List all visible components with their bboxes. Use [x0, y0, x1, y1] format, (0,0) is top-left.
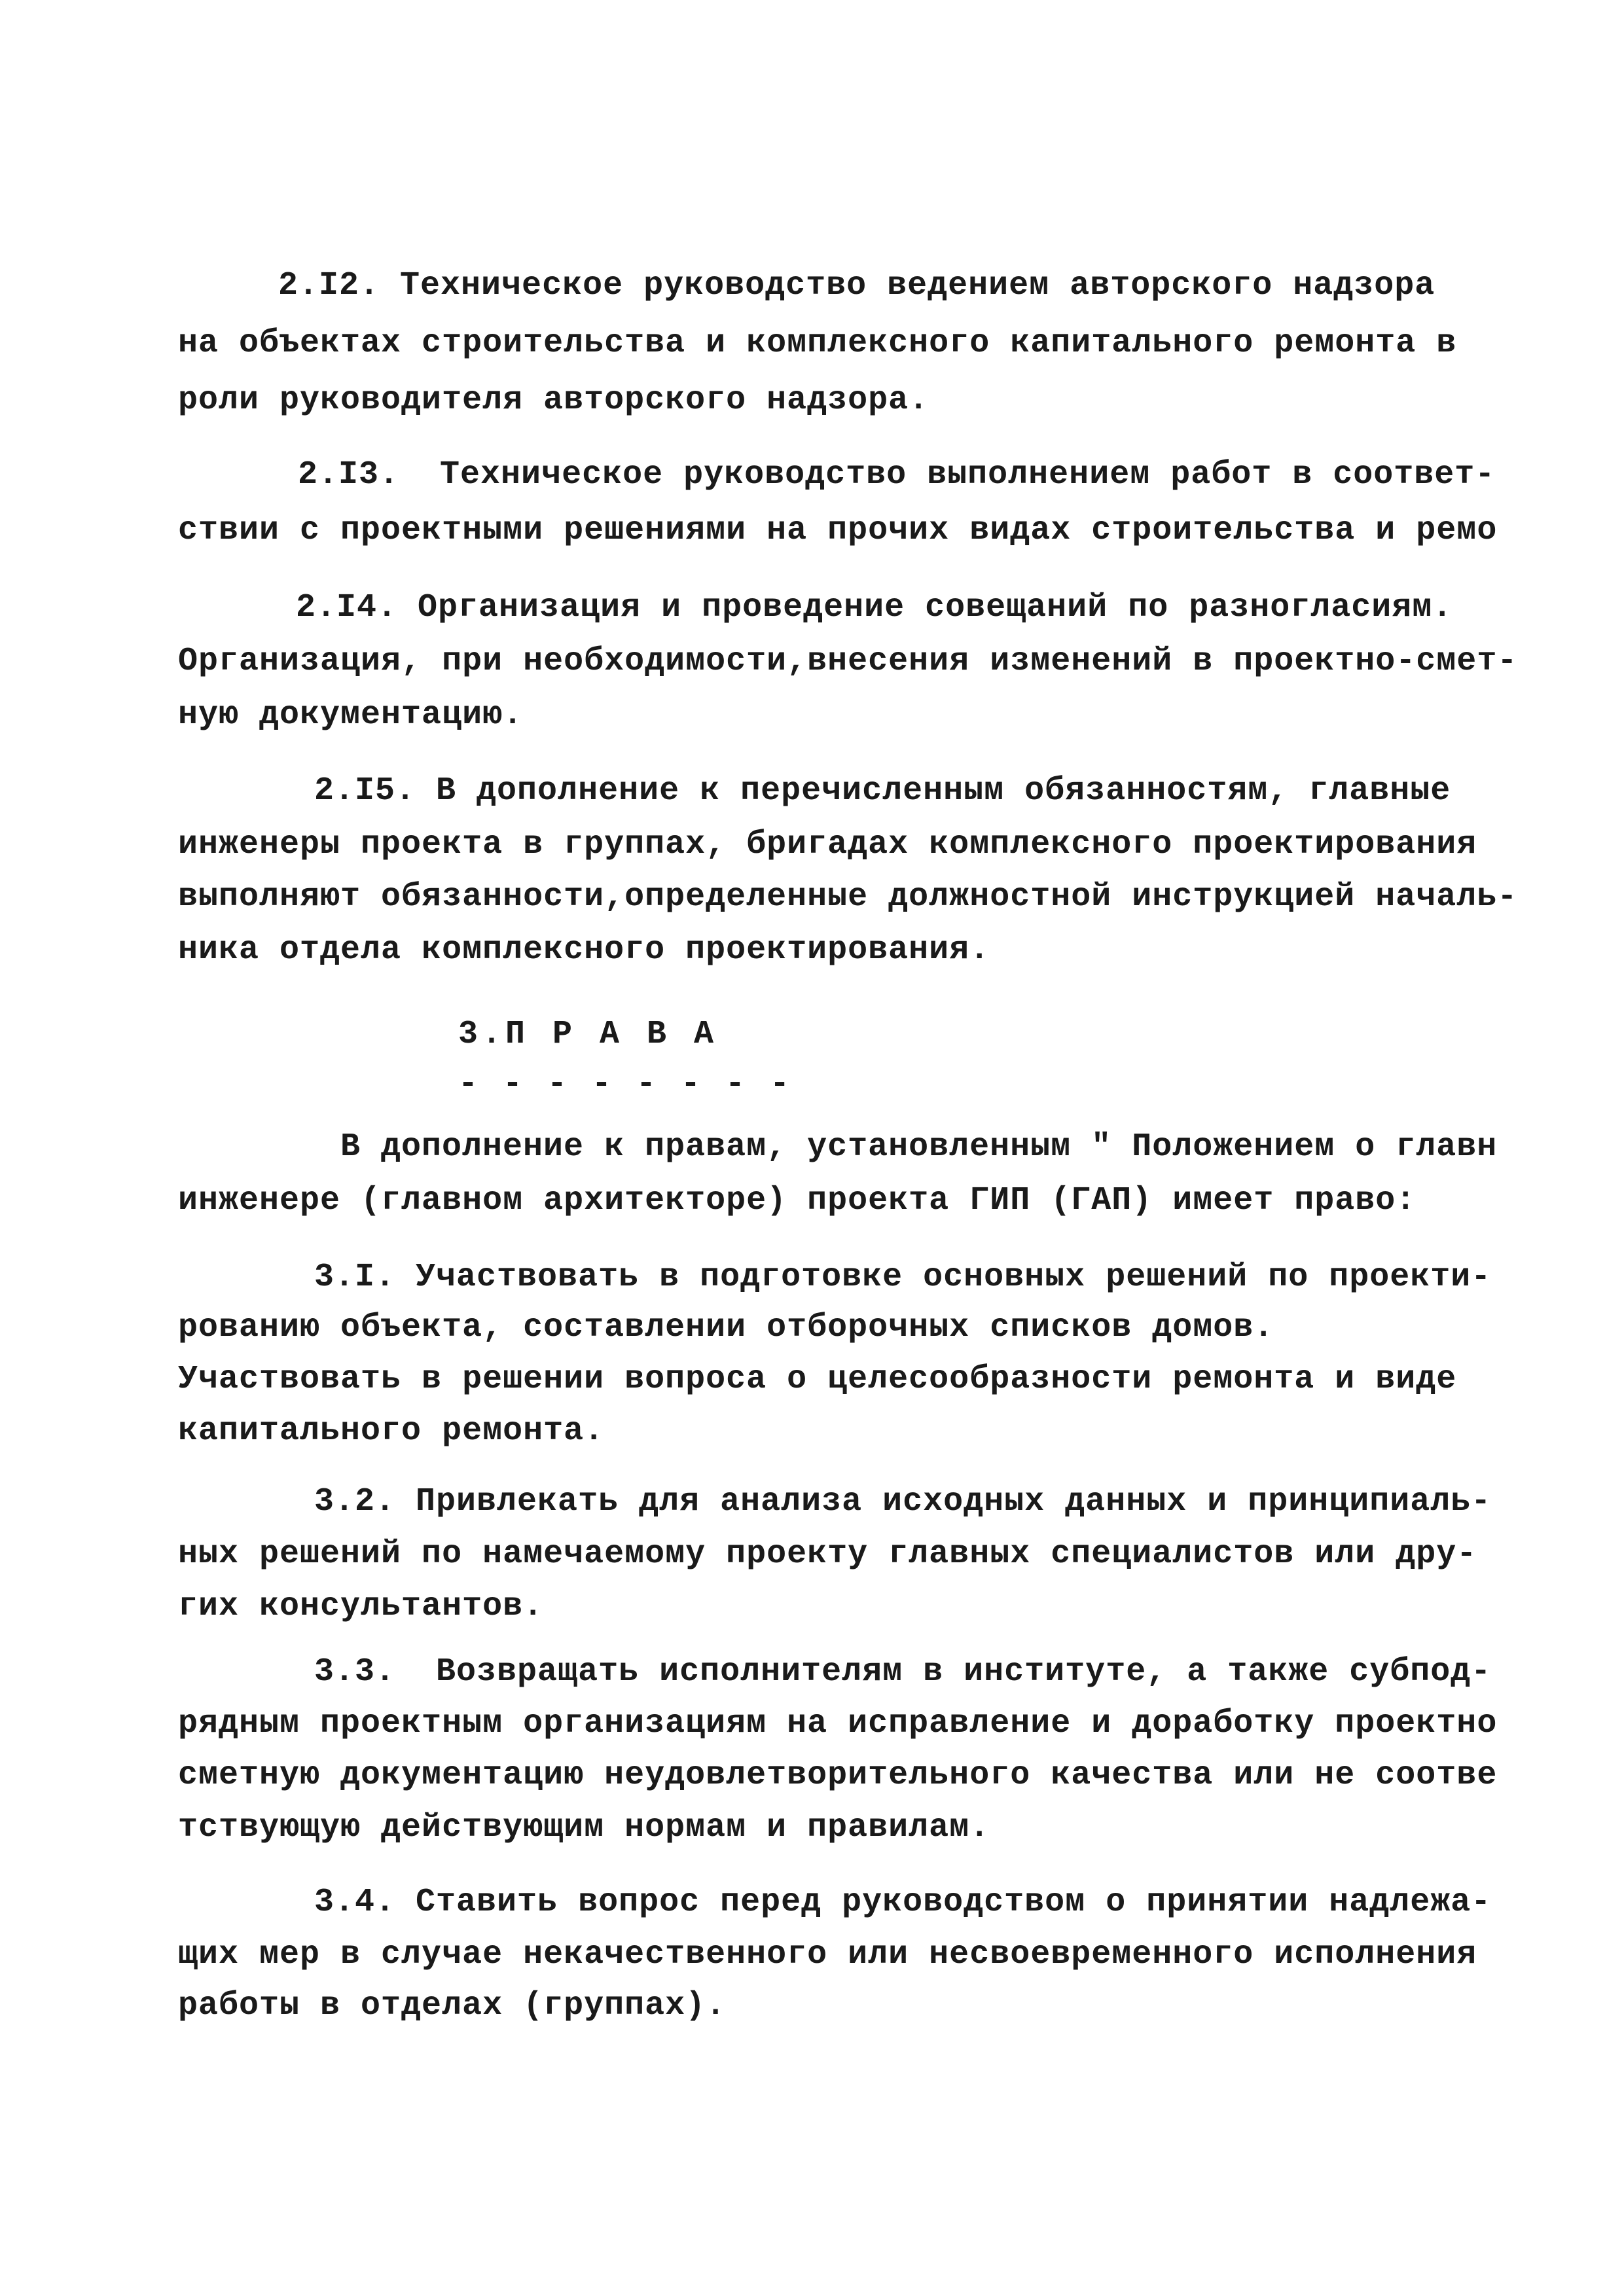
section-heading-underline: - - - - - - - - — [458, 1066, 793, 1103]
paragraph-2-12-line-2: на объектах строительства и комплексного капитального ремонта в — [178, 325, 1457, 362]
rights-intro-line-1: В дополнение к правам, установленным " Положением о главн — [340, 1128, 1498, 1166]
paragraph-3-3-line-3: сметную документацию неудовлетворительного качества или не соотве — [178, 1757, 1498, 1794]
rights-intro-line-2: инженере (главном архитекторе) проекта ГИП (ГАП) имеет право: — [178, 1182, 1416, 1219]
paragraph-2-15-line-1: 2.I5. В дополнение к перечисленным обязанностям, главные — [314, 772, 1451, 810]
paragraph-3-2-line-1: 3.2. Привлекать для анализа исходных данных и принципиаль- — [314, 1483, 1492, 1520]
paragraph-2-14-line-1: 2.I4. Организация и проведение совещаний по разногласиям. — [296, 589, 1453, 626]
paragraph-3-1-line-2: рованию объекта, составлении отборочных списков домов. — [178, 1309, 1274, 1346]
paragraph-3-1-line-1: 3.I. Участвовать в подготовке основных решений по проекти- — [314, 1259, 1492, 1296]
paragraph-3-2-line-2: ных решений по намечаемому проекту главных специалистов или дру- — [178, 1535, 1477, 1573]
paragraph-3-1-line-4: капитального ремонта. — [178, 1412, 605, 1450]
paragraph-3-3-line-4: тствующую действующим нормам и правилам. — [178, 1809, 990, 1846]
paragraph-3-4-line-2: щих мер в случае некачественного или несвоевременного исполнения — [178, 1936, 1477, 1973]
paragraph-2-14-line-3: ную документацию. — [178, 696, 524, 734]
paragraph-2-13-line-2: ствии с проектными решениями на прочих видах строительства и ремо — [178, 512, 1498, 549]
paragraph-3-4-line-3: работы в отделах (группах). — [178, 1987, 727, 2024]
paragraph-3-3-line-2: рядным проектным организациям на исправление и доработку проектно — [178, 1705, 1498, 1742]
paragraph-3-3-line-1: 3.3. Возвращать исполнителям в институте, а также субпод- — [314, 1653, 1492, 1691]
paragraph-3-2-line-3: гих консультантов. — [178, 1588, 544, 1625]
paragraph-2-13-line-1: 2.I3. Техническое руководство выполнением работ в соответ- — [298, 456, 1496, 493]
section-heading: 3.П Р А В А — [458, 1016, 718, 1053]
paragraph-2-12-line-1: 2.I2. Техническое руководство ведением авторского надзора — [278, 267, 1435, 304]
paragraph-2-15-line-3: выполняют обязанности,определенные должностной инструкцией началь- — [178, 878, 1518, 916]
paragraph-2-12-line-3: роли руководителя авторского надзора. — [178, 382, 929, 419]
paragraph-2-14-line-2: Организация, при необходимости,внесения изменений в проектно-смет- — [178, 643, 1518, 680]
paragraph-3-4-line-1: 3.4. Ставить вопрос перед руководством о принятии надлежа- — [314, 1884, 1492, 1921]
paragraph-3-1-line-3: Участвовать в решении вопроса о целесообразности ремонта и виде — [178, 1361, 1457, 1398]
paragraph-2-15-line-4: ника отдела комплексного проектирования. — [178, 931, 990, 969]
paragraph-2-15-line-2: инженеры проекта в группах, бригадах комплексного проектирования — [178, 826, 1477, 863]
